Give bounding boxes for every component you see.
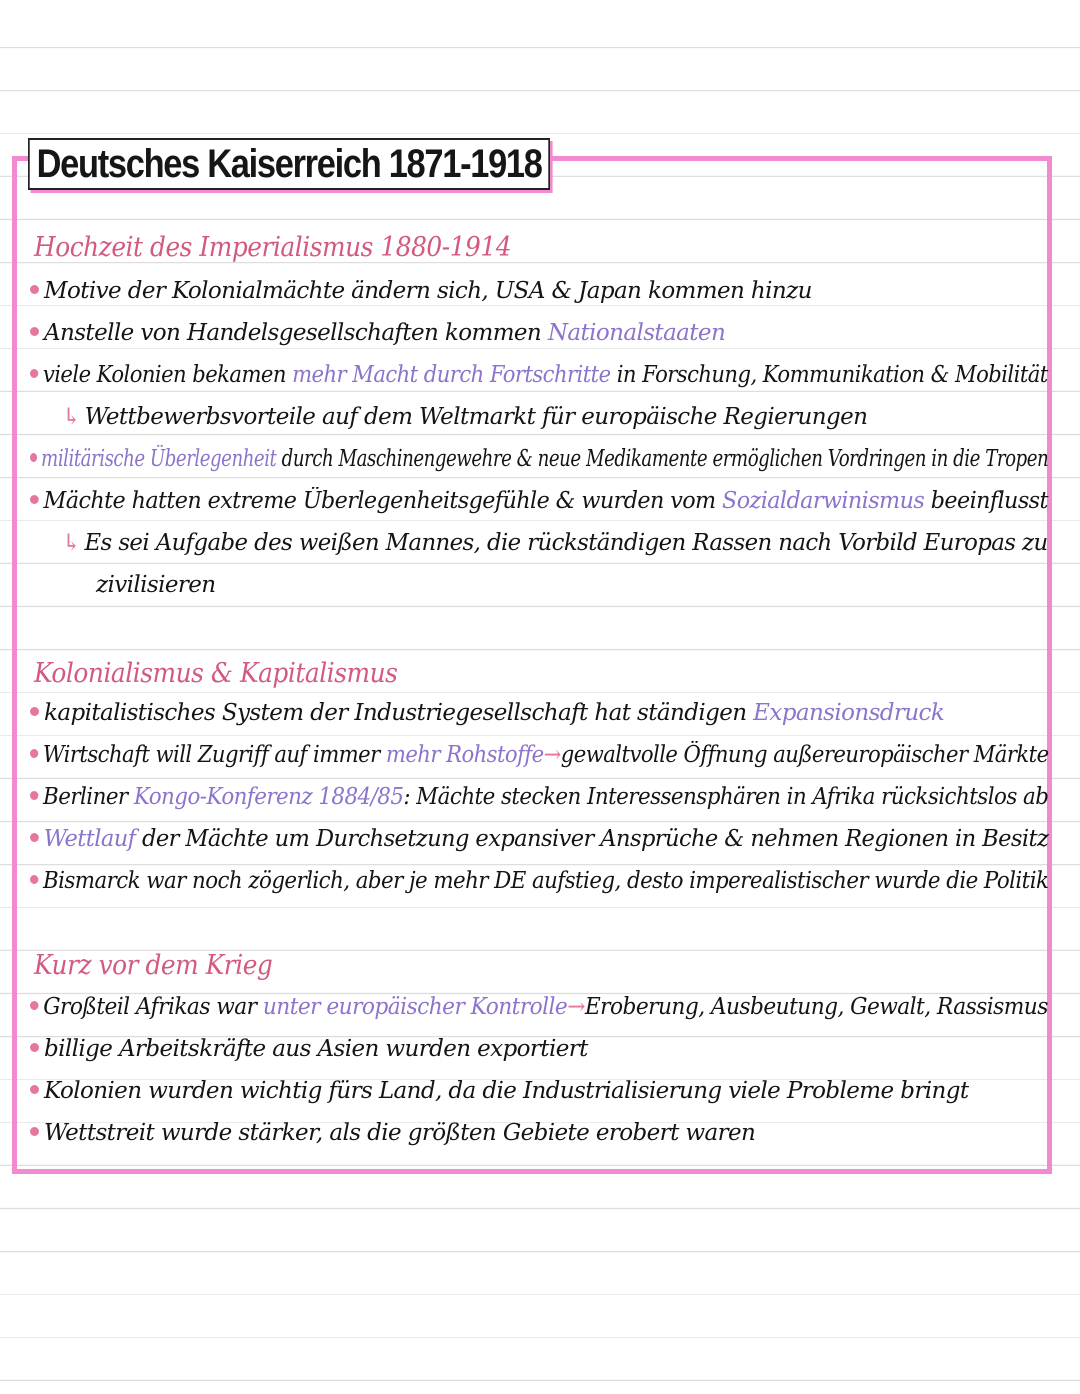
note-text: in Forschung, Kommunikation & Mobilität — [610, 362, 1048, 388]
bullet-dot-icon — [30, 791, 38, 800]
section-heading: Kurz vor dem Krieg — [34, 950, 273, 981]
bullet-dot-icon — [30, 1043, 39, 1052]
note-line — [30, 488, 1048, 514]
return-arrow-icon: ↳ — [62, 530, 81, 556]
note-line — [96, 572, 216, 598]
highlighted-term: mehr Rohstoffe — [385, 742, 544, 768]
note-text: Berliner — [43, 784, 134, 810]
note-line — [62, 404, 867, 430]
highlighted-term: mehr Macht durch Fortschritte — [292, 362, 611, 388]
note-line — [30, 826, 1048, 852]
note-text: Bismarck war noch zögerlich, aber je mehr DE aufstieg, desto imperealistischer wurde die Politik — [42, 868, 1049, 894]
note-text: kapitalistisches System der Industriegesellschaft hat ständigen — [44, 700, 754, 726]
bullet-dot-icon — [30, 285, 39, 294]
arrow-icon: → — [543, 742, 561, 768]
highlighted-term: Nationalstaaten — [547, 320, 726, 346]
bullet-dot-icon — [30, 369, 38, 378]
note-text: Kolonien wurden wichtig fürs Land, da die Industrialisierung viele Probleme bringt — [44, 1078, 969, 1104]
note-text: beeinflusst — [924, 488, 1048, 514]
bullet-dot-icon — [30, 453, 37, 462]
note-text: Wirtschaft will Zugriff auf immer — [42, 742, 386, 768]
note-text: viele Kolonien bekamen — [42, 362, 293, 388]
note-text: Wettstreit wurde stärker, als die größten Gebiete erobert waren — [44, 1120, 756, 1146]
note-line — [62, 530, 1048, 556]
note-text: Motive der Kolonialmächte ändern sich, USA & Japan kommen hinzu — [44, 278, 812, 304]
note-text: Eroberung, Ausbeutung, Gewalt, Rassismus — [584, 994, 1048, 1020]
bullet-dot-icon — [30, 749, 38, 758]
highlighted-term: unter europäischer Kontrolle — [262, 994, 568, 1020]
note-text: billige Arbeitskräfte aus Asien wurden exportiert — [44, 1036, 588, 1062]
note-text: gewaltvolle Öffnung außereuropäischer Märkte — [560, 742, 1049, 768]
section-heading: Kolonialismus & Kapitalismus — [34, 658, 398, 689]
note-text: Großteil Afrikas war — [43, 994, 263, 1020]
note-line — [30, 278, 812, 304]
note-line — [30, 784, 1048, 810]
highlighted-term: militärische Überlegenheit — [41, 446, 277, 472]
note-text: zivilisieren — [96, 572, 216, 598]
bullet-dot-icon — [30, 1001, 39, 1010]
bullet-dot-icon — [30, 1127, 39, 1136]
note-text: : Mächte stecken Interessensphären in Afrika rücksichtslos ab — [403, 784, 1049, 810]
note-line — [30, 1120, 755, 1146]
bullet-dot-icon — [30, 1085, 39, 1094]
note-line — [30, 1036, 588, 1062]
note-text: Mächte hatten extreme Überlegenheitsgefühle & wurden vom — [43, 488, 723, 514]
note-text: Anstelle von Handelsgesellschaften kommen — [44, 320, 548, 346]
return-arrow-icon: ↳ — [62, 404, 81, 430]
highlighted-term: Sozialdarwinismus — [722, 488, 925, 514]
note-text: der Mächte um Durchsetzung expansiver Ansprüche & nehmen Regionen in Besitz — [135, 826, 1049, 852]
bullet-dot-icon — [30, 707, 39, 716]
note-line — [30, 994, 1048, 1020]
bullet-dot-icon — [30, 495, 39, 504]
bullet-dot-icon — [30, 875, 38, 884]
note-line — [30, 1078, 968, 1104]
section-heading: Hochzeit des Imperialismus 1880-1914 — [34, 232, 512, 263]
page-title: Deutsches Kaiserreich 1871-1918 — [28, 138, 550, 190]
note-line — [30, 868, 1048, 894]
note-text: Wettbewerbsvorteile auf dem Weltmarkt für europäische Regierungen — [84, 404, 868, 430]
bullet-dot-icon — [30, 833, 39, 842]
note-text: Es sei Aufgabe des weißen Mannes, die rückständigen Rassen nach Vorbild Europas zu — [84, 530, 1048, 556]
note-line — [30, 446, 1048, 472]
highlighted-term: Wettlauf — [43, 826, 136, 852]
note-line — [30, 742, 1049, 768]
highlighted-term: Expansionsdruck — [753, 700, 945, 726]
highlighted-term: Kongo-Konferenz 1884/85 — [133, 784, 404, 810]
note-line — [30, 700, 944, 726]
note-text: durch Maschinengewehre & neue Medikamente ermöglichen Vordringen in die Tropen — [276, 446, 1049, 472]
arrow-icon: → — [567, 994, 585, 1020]
bullet-dot-icon — [30, 327, 39, 336]
note-line — [30, 320, 725, 346]
note-line — [30, 362, 1048, 388]
